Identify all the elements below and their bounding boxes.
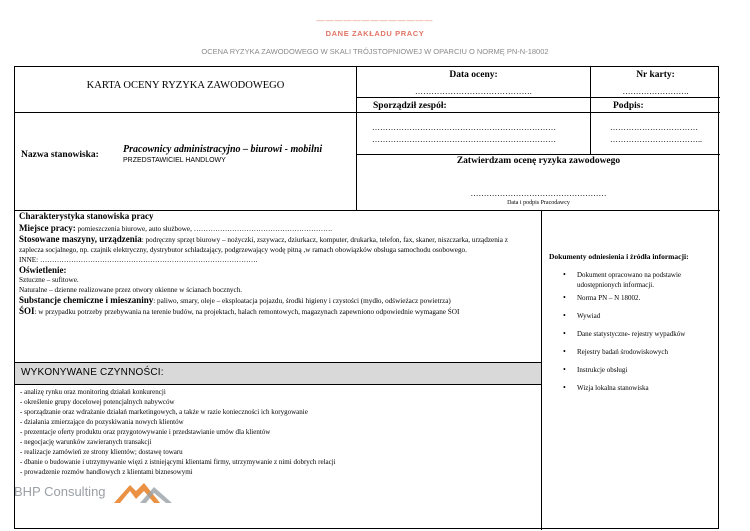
bhp-consulting-logo	[14, 481, 174, 503]
activities-title	[21, 367, 164, 378]
assessment-date-label: Data oceny:	[449, 70, 498, 80]
position-name-label: Nazwa stanowiska:	[21, 150, 99, 160]
approval-caption: Data i podpis Pracodawcy	[507, 200, 570, 206]
card-number-field[interactable]: …………………….	[622, 87, 689, 96]
activity-item: - prezentacje oferty produktu oraz przygotowywanie i przedstawianie umów dla klientów	[20, 428, 271, 436]
document-item: • Dane statystyczne- rejestry wypadków	[563, 329, 723, 339]
position-subtitle: PRZEDSTAWICIEL HANDLOWY	[123, 157, 226, 164]
ppe-label: ŚOI	[19, 306, 35, 316]
document-item: • Rejestry badań środowiskowych	[563, 347, 723, 357]
activities-title-text: WYKONYWANE CZYNNOŚCI	[21, 367, 161, 378]
approval-signature-field[interactable]: ……………………………………………	[470, 189, 607, 198]
team-label: Sporządził zespół:	[373, 101, 447, 111]
risk-card-form	[14, 66, 719, 529]
card-number-label: Nr karty:	[636, 70, 675, 80]
characteristics-title: Charakterystyka stanowiska pracy	[19, 211, 154, 221]
machines-label: Stosowane maszyny, urządzenia	[19, 234, 142, 244]
header-dashes: —————————————	[316, 16, 434, 25]
documents-title: Dokumenty odniesienia i źródła informacji:	[549, 252, 689, 261]
ppe-line	[19, 306, 534, 317]
lighting-line-1: Sztuczne – sufitowe.	[19, 276, 79, 284]
activities-list	[20, 387, 535, 477]
document-item: • Dokument opracowano na podstawie udostępnionych informacji.	[563, 270, 723, 290]
activities-title-suffix: :	[160, 367, 164, 378]
chemicals-label: Substancje chemiczne i mieszaniny	[19, 295, 154, 305]
lighting-line-2: Naturalne – dzienne realizowane przez otwory okienne w ścianach bocznych.	[19, 286, 243, 294]
document-item: • Wizja lokalna stanowiska	[563, 383, 723, 393]
approval-label: Zatwierdzam ocenę ryzyka zawodowego	[456, 156, 621, 166]
activity-item: - określenie grupy docelowej potencjalnych nabywców	[20, 398, 175, 406]
assessment-date-field[interactable]: …………………………………….	[415, 87, 532, 96]
workplace-characteristics	[19, 210, 534, 317]
signature-field-2[interactable]: ……………………………..	[610, 135, 702, 144]
activity-item: - realizacje zamówień ze strony klientów; dostawę towaru	[20, 448, 183, 456]
document-item: • Instrukcje obsługi	[563, 365, 723, 375]
team-field-1[interactable]: ……………………………………………………………	[372, 123, 556, 132]
activity-item: - dbanie o budowanie i utrzymywanie więzi z istniejącymi klientami firmy, utrzymywanie z nimi dobrych relacji	[20, 458, 336, 466]
card-title: KARTA OCENY RYZYKA ZAWODOWEGO	[86, 80, 285, 91]
activity-item: - negocjację warunków zawieranych transakcji	[20, 438, 152, 446]
activity-item: - analizę rynku oraz monitoring działań konkurencji	[20, 388, 166, 396]
lighting-label: Oświetlenie:	[19, 265, 67, 275]
other-line: INNE: ……………………………………………………………………………….	[19, 256, 258, 264]
signature-field-1[interactable]: ……………………………	[610, 123, 698, 132]
position-title: Pracownicy administracyjno – biurowi - mobilni	[123, 144, 323, 155]
activity-item: - prowadzenie rozmów handlowych z klientami biznesowymi	[20, 468, 193, 476]
document-item: • Wywiad	[563, 311, 723, 321]
company-placeholder: DANE ZAKŁADU PRACY	[325, 29, 425, 38]
workplace-line	[19, 223, 534, 234]
document-subtitle: OCENA RYZYKA ZAWODOWEGO W SKALI TRÓJSTOPNIOWEJ W OPARCIU O NORMĘ PN-N-18002	[201, 47, 549, 56]
mountain-logo-icon	[114, 481, 172, 503]
team-field-2[interactable]: ……………………………………………………………	[372, 135, 556, 144]
signature-label: Podpis:	[613, 101, 644, 111]
machines-text: : podręczny sprzęt biurowy – nożyczki, zszywacz, dziurkacz, komputer, drukarka, telefon, fax, skaner, niszczarka, urządzenia z zaplecza socjalnego, np. czajnik elektryczny, dystrybutor schładzający, podgrzewający wodę pitną ,w ramach obowiązków obsługa samochodu osobowego.	[19, 236, 508, 254]
workplace-label: Miejsce pracy:	[19, 223, 76, 233]
activity-item: - działania zmierzające do pozyskiwania nowych klientów	[20, 418, 184, 426]
ppe-text: : w przypadku potrzeby przebywania na terenie budów, na projektach, halach remontowych, magazynach zapewniono odpowiednie wymagane ŚOI	[34, 308, 460, 316]
logo-text: BHP Consulting	[14, 484, 106, 499]
documents-list	[563, 270, 723, 393]
document-item: • Norma PN – N 18002.	[563, 293, 723, 303]
workplace-text: pomieszczenia biurowe, auto służbowe, ………………………………………………….	[75, 225, 333, 233]
machines-line	[19, 234, 534, 255]
activity-item: - sporządzanie oraz wdrażanie działań marketingowych, a także w razie konieczności ich korygowanie	[20, 408, 308, 416]
chemicals-text: : paliwo, smary, oleje – eksploatacja pojazdu, środki higieny i czystości (mydło, odświeżacz powietrza)	[153, 297, 451, 305]
chemicals-line	[19, 295, 534, 306]
